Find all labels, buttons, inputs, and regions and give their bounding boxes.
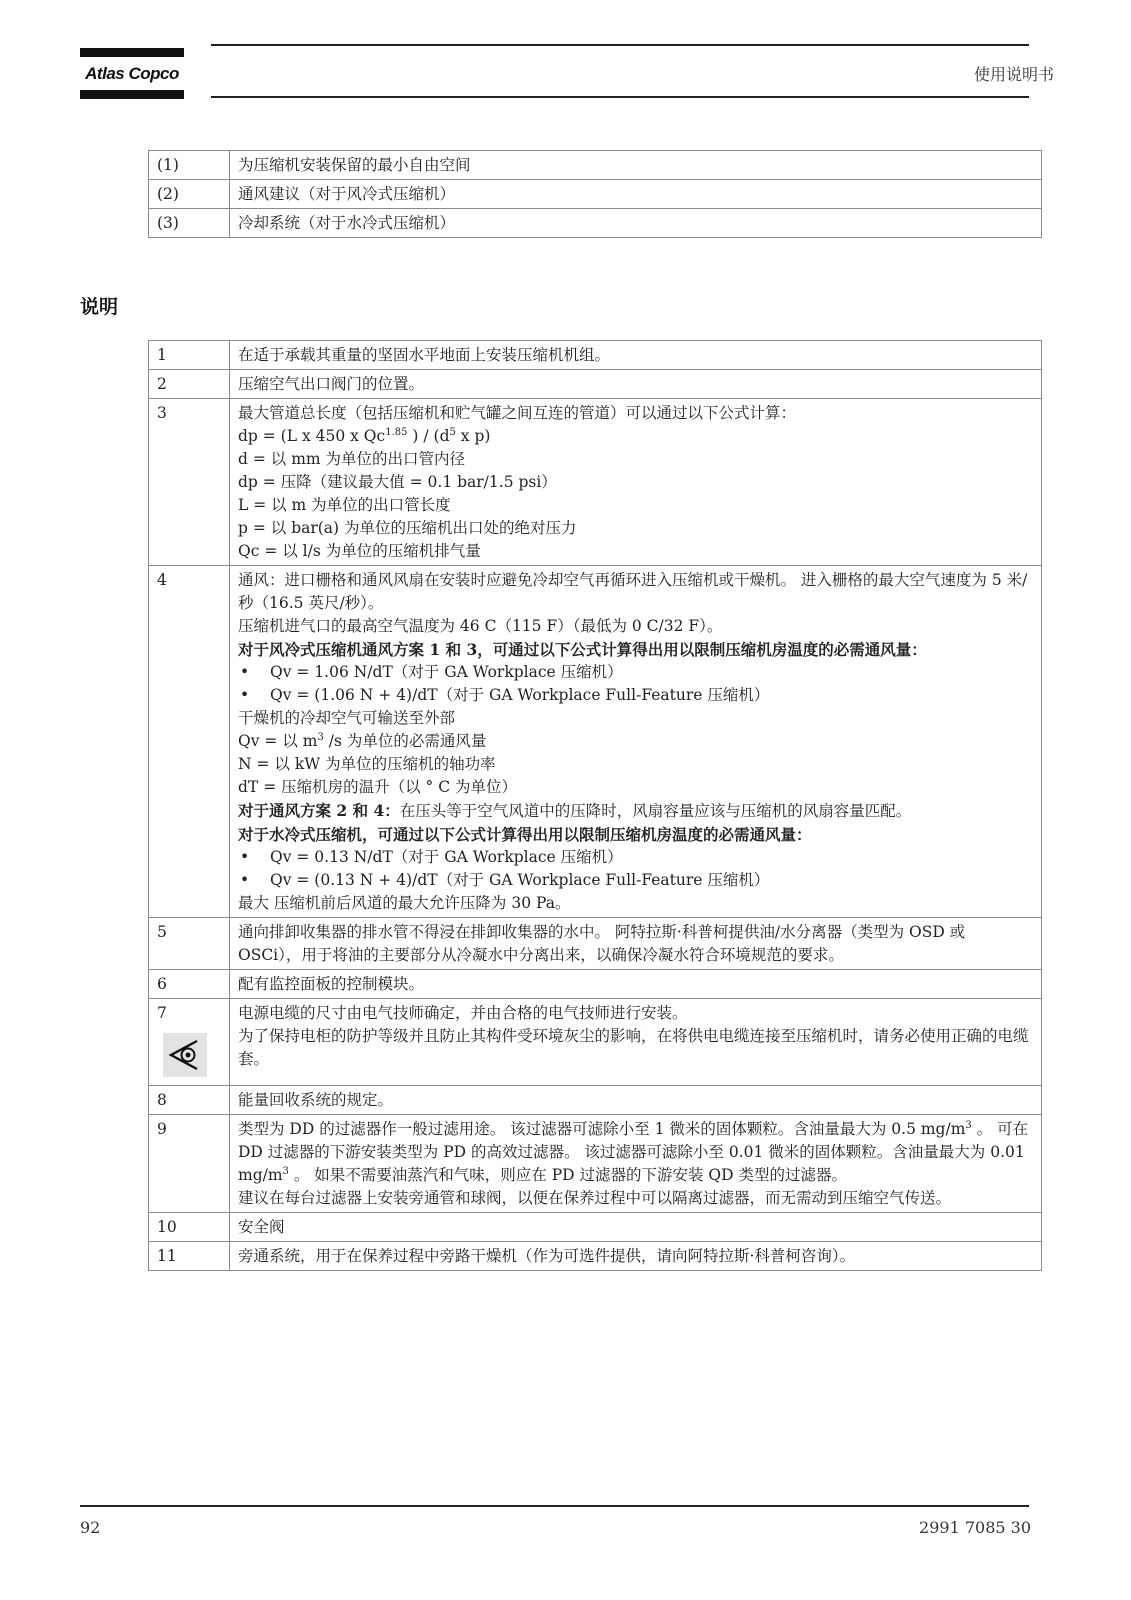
bullet-item: • Qv = (1.06 N + 4)/dT（对于 GA Workplace Full-Feature 压缩机） [240,686,770,704]
text-line: 最大管道总长度（包括压缩机和贮气罐之间互连的管道）可以通过以下公式计算： [238,404,797,422]
row-number: 11 [149,1242,230,1271]
text-line: Qv = 以 $m^3$ /s 为单位的必需通风量 [238,732,487,750]
text-line: L = 以 m 为单位的出口管长度 [238,496,451,514]
doc-code: 2991 7085 30 [919,1518,1031,1537]
text-line: 电源电缆的尺寸由电气技师确定，并由合格的电气技师进行安装。 [238,1004,688,1022]
row-number: (3) [149,209,230,238]
text-line: 对于通风方案 2 和 4：在压头等于空气风道中的压降时，风扇容量应该与压缩机的风扇容量匹配。 [238,801,912,820]
text-line: N = 以 kW 为单位的压缩机的轴功率 [238,755,496,773]
row-text: 通风建议（对于风冷式压缩机） [230,180,1042,209]
table-row [149,999,1042,1086]
text-line: Qc = 以 l/s 为单位的压缩机排气量 [238,542,481,560]
eye-warning-icon [163,1033,207,1077]
text-line: 干燥机的冷却空气可输送至外部 [238,709,456,727]
table-row [149,209,1042,238]
row-text [230,999,1042,1086]
logo-text: Atlas Copco [85,64,179,83]
bullet-item: • Qv = (0.13 N + 4)/dT（对于 GA Workplace Full-Feature 压缩机） [240,871,770,889]
table-row [149,1242,1042,1271]
text-line: dp = 压降（建议最大值 = 0.1 bar/1.5 psi） [238,473,557,491]
header-bottom-rule [211,96,1029,98]
text-line: 压缩机进气口的最高空气温度为 46 C（115 F）（最低为 0 C/32 F）。 [238,617,723,635]
text-line: 对于风冷式压缩机通风方案 1 和 3，可通过以下公式计算得出用以限制压缩机房温度的必需通风量： [238,640,927,659]
atlas-copco-logo [80,48,184,100]
row-number: 7 [149,999,230,1086]
row-text: 配有监控面板的控制模块。 [230,970,1042,999]
row-text: 冷却系统（对于水冷式压缩机） [230,209,1042,238]
row-number: (1) [149,151,230,180]
row-number: (2) [149,180,230,209]
row-text: 能量回收系统的规定。 [230,1086,1042,1115]
row-number: 3 [149,399,230,566]
text-line: d = 以 mm 为单位的出口管内径 [238,450,466,468]
table-row [149,566,1042,918]
table-row [149,370,1042,399]
row-text [230,399,1042,566]
footer-rule [80,1505,1029,1507]
row-number: 1 [149,341,230,370]
bullet-item: • Qv = 0.13 N/dT（对于 GA Workplace 压缩机） [240,848,623,866]
row-number: 10 [149,1213,230,1242]
table-row [149,341,1042,370]
table-row [149,151,1042,180]
row-number: 4 [149,566,230,918]
row-number: 2 [149,370,230,399]
row-text: 安全阀 [230,1213,1042,1242]
table-row [149,970,1042,999]
row-text [230,1115,1042,1213]
row-text: 为压缩机安装保留的最小自由空间 [230,151,1042,180]
doc-title: 使用说明书 [973,65,1054,84]
text-line: 对于水冷式压缩机，可通过以下公式计算得出用以限制压缩机房温度的必需通风量： [238,825,812,844]
table-row [149,1086,1042,1115]
header-top-rule [211,44,1029,46]
section-heading: 说明 [80,296,119,318]
row-text: 旁通系统，用于在保养过程中旁路干燥机（作为可选件提供，请向阿特拉斯·科普柯咨询）。 [230,1242,1042,1271]
row-number: 5 [149,918,230,970]
text-line: p = 以 bar(a) 为单位的压缩机出口处的绝对压力 [238,519,577,537]
text-line: 最大 压缩机前后风道的最大允许压降为 30 Pa。 [238,894,571,912]
text-line: 通风：进口栅格和通风风扇在安装时应避免冷却空气再循环进入压缩机或干燥机。 进入栅格的最大空气速度为 5 米/秒（16.5 英尺/秒）。 [238,571,1028,612]
text-paragraph: 类型为 DD 的过滤器作一般过滤用途。 该过滤器可滤除小至 1 微米的固体颗粒。含油量最大为 0.5 $mg/m^3$ 。 可在 DD 过滤器的下游安装类型为 PD 的高效过滤器。 该过滤器可滤除小至 0.01 微米的固体颗粒。含油量最大为 0.01 $mg/m^3$ 。 如果不需要油蒸汽和气味，则应在 PD 过滤器的下游安装 QD 类型的过滤器。 [238,1120,1029,1184]
formula-line: dp = (L x 450 x $Qc^{1.85}$ ) / ($d^5$ x p) [238,427,491,445]
row-number: 8 [149,1086,230,1115]
row-text: 在适于承载其重量的坚固水平地面上安装压缩机机组。 [230,341,1042,370]
bullet-item: • Qv = 1.06 N/dT（对于 GA Workplace 压缩机） [240,663,623,681]
table-row [149,918,1042,970]
text-line: 为了保持电柜的防护等级并且防止其构件受环境灰尘的影响，在将供电电缆连接至压缩机时，请务必使用正确的电缆套。 [238,1027,1029,1068]
row-text [230,566,1042,918]
table-row [149,1213,1042,1242]
table-row [149,180,1042,209]
description-table [148,340,1042,1271]
text-paragraph: 建议在每台过滤器上安装旁通管和球阀，以便在保养过程中可以隔离过滤器，而无需动到压缩空气传送。 [238,1189,952,1207]
table-row [149,1115,1042,1213]
row-number: 6 [149,970,230,999]
legend-table [148,150,1042,238]
row-text: 压缩空气出口阀门的位置。 [230,370,1042,399]
table-row [149,399,1042,566]
row-text: 通向排卸收集器的排水管不得浸在排卸收集器的水中。 阿特拉斯·科普柯提供油/水分离器（类型为 OSD 或 OSCi），用于将油的主要部分从冷凝水中分离出来，以确保冷凝水符合环境规范的要求。 [230,918,1042,970]
row-number: 9 [149,1115,230,1213]
text-line: dT = 压缩机房的温升（以 ° C 为单位） [238,778,517,796]
page-number: 92 [80,1518,101,1537]
